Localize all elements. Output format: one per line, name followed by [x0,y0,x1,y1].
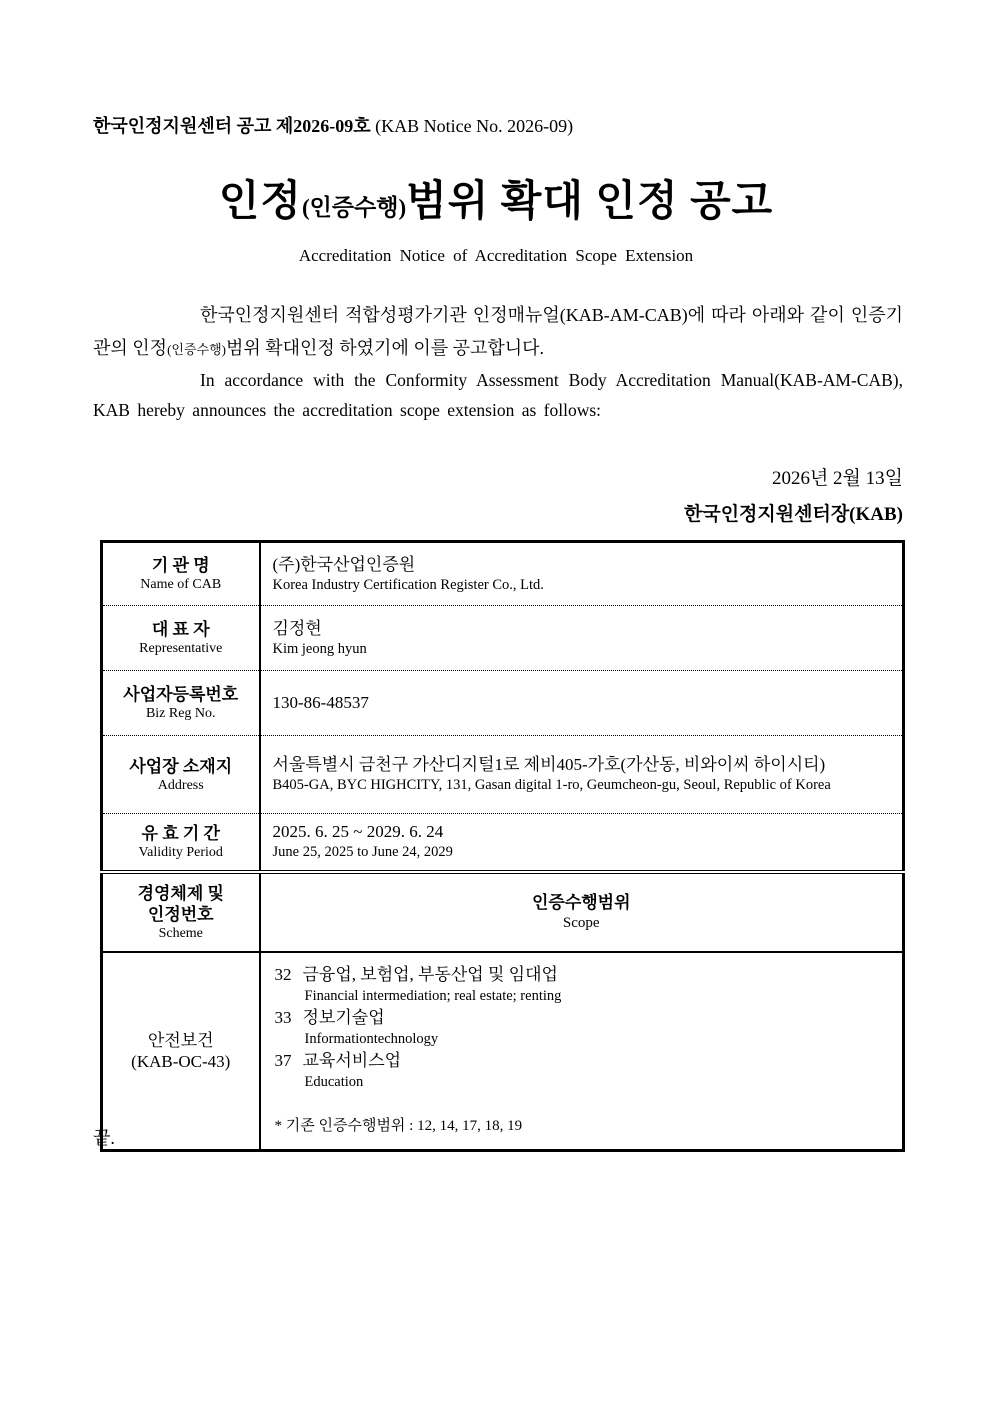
scope-item-code: 32 [274,964,292,984]
table-row-validity-period [102,814,904,872]
value-korean: 서울특별시 금천구 가산디지털1로 제비405-가호(가산동, 비와이씨 하이시티) [272,755,826,774]
scope-item-text: 정보기술업 [302,1007,385,1027]
scheme-header-value-cell [260,872,904,952]
body-korean-part2: 범위 확대인정 하였기에 이를 공고합니다. [225,338,545,358]
page-title [0,168,992,228]
cab-info-table [100,540,905,1152]
value-english: B405-GA, BYC HIGHCITY, 131, Gasan digital 1-ro, Geumcheon-gu, Seoul, Republic of Korea [272,777,831,793]
scope-item-english: Informationtechnology [304,1030,439,1047]
notice-number [93,112,573,138]
scope-item [275,963,891,1006]
scheme-name-line1: 안전보건 [147,1030,214,1050]
label-english: Address [157,777,204,793]
row-value-cell [260,814,904,872]
row-label-cell [102,671,260,736]
scope-item-text: 금융업, 보험업, 부동산업 및 임대업 [302,964,558,984]
label-english: Biz Reg No. [145,706,216,721]
value-english: Kim jeong hyun [272,640,367,657]
row-label-cell [102,606,260,671]
label-english: Name of CAB [140,577,222,592]
table-row-biz-reg-no [102,671,904,736]
value-korean: (주)한국산업인증원 [272,554,416,574]
body-korean-part1: 한국인정지원센터 적합성평가기관 인정매뉴얼(KAB-AM-CAB)에 따라 아래와 같이 인증기관의 인정 [93,305,903,358]
row-value-cell [260,671,904,736]
existing-scope-note: * 기존 인증수행범위 : 12, 14, 17, 18, 19 [274,1117,523,1134]
scope-item-korean [275,1049,891,1072]
scope-item-text: 교육서비스업 [302,1050,402,1070]
row-value-cell [260,542,904,606]
label-korean: 대 표 자 [151,620,210,639]
signature-line: 한국인정지원센터장(KAB) [683,504,903,525]
scheme-name-line2: (KAB-OC-43) [131,1051,231,1071]
body-paragraph-korean [93,299,903,366]
scope-item-english: Financial intermediation; real estate; renting [304,987,562,1004]
title-paren: (인증수행) [301,195,407,220]
page-subtitle: Accreditation Notice of Accreditation Scope Extension [298,246,694,265]
table-row-address [102,736,904,814]
row-label-cell [102,736,260,814]
scheme-header-label-cell [102,872,260,952]
notice-number-english: (KAB Notice No. 2026-09) [370,116,574,136]
row-value-cell [260,736,904,814]
scope-item-code: 33 [274,1007,292,1027]
title-prefix: 인정 [218,179,302,225]
table-row-representative [102,606,904,671]
row-label-cell [102,814,260,872]
scope-header-korean: 인증수행범위 [531,892,631,912]
label-english: Validity Period [138,844,223,860]
body-paragraph-english: In accordance with the Conformity Assessment Body Accreditation Manual(KAB-AM-CAB), KAB hereby announces the accreditation scope extension as follows: [93,370,903,420]
label-korean: 기 관 명 [151,556,210,575]
notice-number-korean: 한국인정지원센터 공고 제2026-09호 [93,116,371,136]
label-korean: 사업자등록번호 [123,685,239,704]
value-english: Korea Industry Certification Register Co., Ltd. [272,576,544,593]
scheme-label-line2: 인정번호 [147,904,214,924]
value-english: June 25, 2025 to June 24, 2029 [272,844,453,861]
row-label-cell [102,542,260,606]
body-korean-small-paren: (인증수행) [167,342,226,357]
table-row-scheme-content [102,952,904,1151]
scheme-label-english: Scheme [158,925,203,941]
scheme-name-cell [102,952,260,1151]
scope-list-cell [260,952,904,1151]
scope-item-korean [275,1006,891,1029]
value-korean: 2025. 6. 25 ~ 2029. 6. 24 [272,822,444,842]
scope-header-english: Scope [562,914,600,931]
notice-date: 2026년 2월 13일 [771,468,903,489]
title-suffix: 범위 확대 인정 공고 [406,179,774,225]
label-korean: 사업장 소재지 [129,756,233,776]
table-row-name-of-cab [102,542,904,606]
scope-item-english: Education [304,1073,364,1090]
scope-item [275,1049,891,1092]
table-row-scheme-header [102,872,904,952]
row-value-cell [260,606,904,671]
label-english: Representative [139,641,223,656]
scope-item-code: 37 [274,1050,292,1070]
end-mark: 끝. [93,1128,115,1148]
value-korean: 130-86-48537 [272,693,369,712]
scope-item-korean [275,963,891,986]
scheme-label-line1: 경영체제 및 [137,883,224,903]
label-korean: 유 효 기 간 [141,823,220,843]
value-korean: 김정현 [272,618,322,638]
scope-item [275,1006,891,1049]
